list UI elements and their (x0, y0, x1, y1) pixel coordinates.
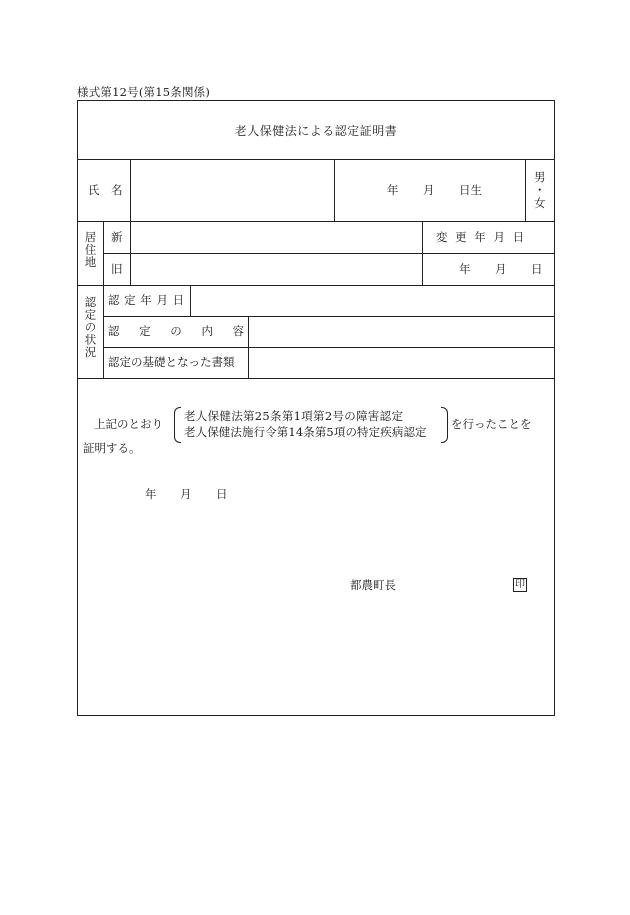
seal-mark: 印 (515, 579, 525, 590)
sex-separator: ・ (534, 183, 546, 197)
divider-cert-label (103, 285, 104, 378)
name-field[interactable] (131, 160, 333, 220)
cert-content-field[interactable] (249, 317, 553, 346)
issue-month: 月 (180, 487, 192, 501)
divider-name-birth (334, 159, 335, 221)
birth-year: 年 (387, 183, 399, 197)
old-year: 年 (459, 262, 471, 276)
divider-birth-sex (525, 159, 526, 221)
signer-title: 都農町長 (350, 578, 396, 592)
cert-basis-field[interactable] (249, 348, 553, 377)
left-bracket (174, 407, 181, 443)
divider-residence-label (103, 221, 104, 285)
new-address-field[interactable] (131, 222, 421, 252)
old-address-field[interactable] (131, 254, 421, 284)
certificate-title: 老人保健法による認定証明書 (234, 124, 398, 138)
certification-status-label: 認定の状況 (83, 296, 98, 359)
right-bracket (441, 407, 448, 443)
old-month: 月 (495, 262, 507, 276)
cert-date-field[interactable] (191, 286, 553, 315)
cert-date-label: 認 定 年 月 日 (108, 293, 185, 307)
issue-year: 年 (145, 487, 157, 501)
statement-option-disability: 老人保健法第25条第1項第2号の障害認定 (184, 409, 404, 423)
statement-line2: 証明する。 (83, 441, 141, 455)
divider-residence-date (422, 221, 423, 285)
issue-day: 日 (216, 487, 228, 501)
birth-month: 月 (423, 183, 435, 197)
sex-female[interactable]: 女 (534, 196, 546, 210)
cert-basis-label: 認定の基礎となった書類 (108, 355, 235, 369)
name-label-shi: 氏 (88, 183, 100, 197)
statement-suffix: を行ったことを (451, 417, 532, 431)
cert-content-label: 認 定 の 内 容 (108, 324, 253, 338)
name-label-mei: 名 (111, 183, 123, 197)
birth-day: 日生 (459, 183, 482, 197)
residence-label: 居住地 (83, 231, 98, 269)
statement-option-disease: 老人保健法施行令第14条第5項の特定疾病認定 (184, 425, 427, 439)
old-day: 日 (531, 262, 543, 276)
sex-male[interactable]: 男 (534, 170, 546, 184)
residence-old-label: 旧 (111, 262, 123, 276)
change-date-label: 変 更 年 月 日 (436, 230, 527, 244)
residence-new-label: 新 (111, 230, 123, 244)
form-number-label: 様式第12号(第15条関係) (77, 85, 211, 99)
statement-prefix: 上記のとおり (94, 417, 163, 431)
certificate-form (77, 100, 555, 716)
divider-cert (78, 378, 554, 379)
